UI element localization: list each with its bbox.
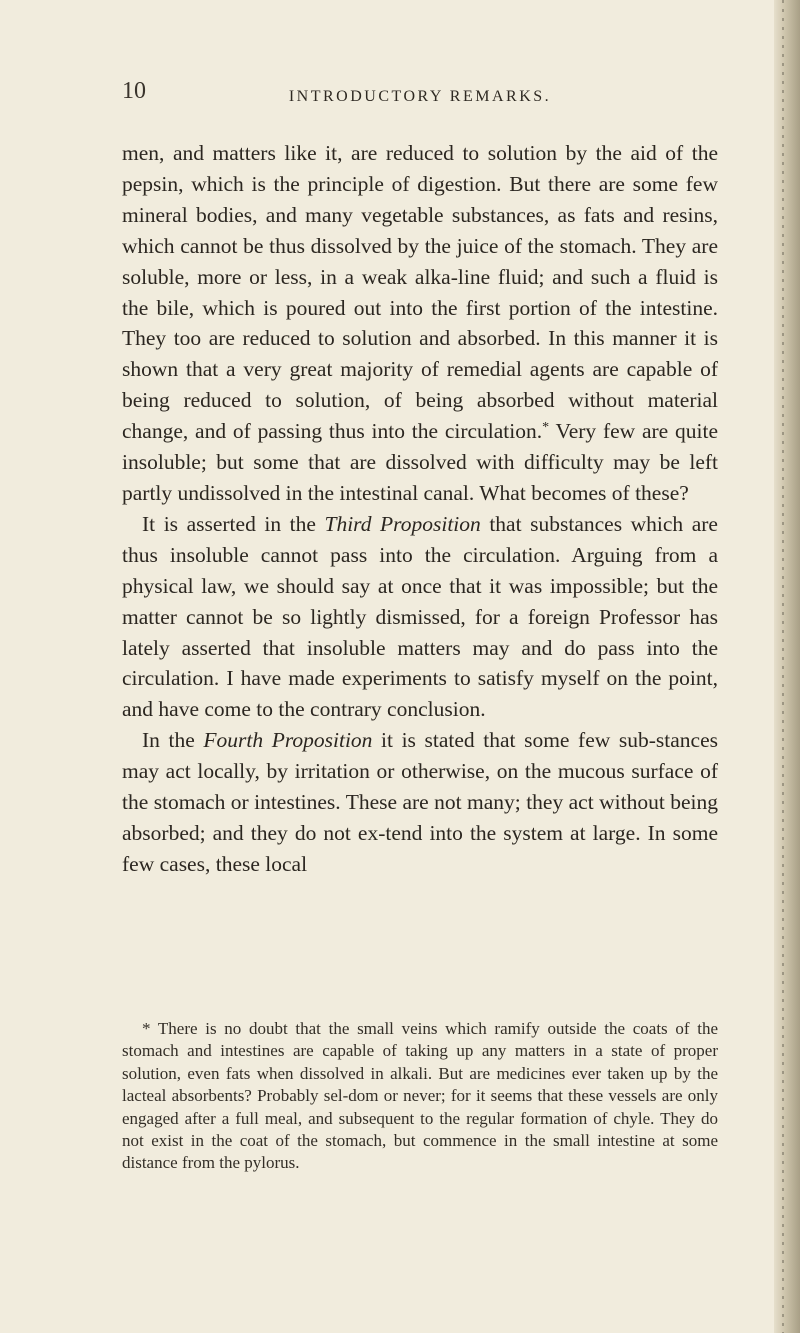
footnote	[122, 1018, 718, 1175]
paragraph-fourth-start: In the	[142, 728, 204, 753]
running-head	[122, 78, 718, 118]
paragraph-continued	[122, 138, 718, 509]
third-proposition-italic: Third Proposition	[324, 511, 481, 536]
paragraph-third-rest: that substances which are thus insoluble cannot pass into the circulation. Arguing from a physical law, we should say at once that it was impossible; but the matter cannot be so lightly dismissed, for a foreign Professor has lately asserted that insoluble matters may and do pass into the circulation. I have made experiments to satisfy myself on the point, and have come to the contrary conclusion.	[122, 511, 718, 722]
running-title: INTRODUCTORY REMARKS.	[288, 88, 552, 105]
page-number: 10	[122, 78, 146, 104]
footnote-text: There is no doubt that the small veins which ramify outside the coats of the stomach and intestines are capable of taking up any matters in a state of proper solution, even fats when dissolved in alkali. But are medicines ever taken up by the lacteal absorbents? Probably sel-dom or never; for it seems that these vessels are only engaged after a full meal, and subsequent to the regular formation of chyle. They do not exist in the coat of the stomach, but commence in the small intestine at some distance from the pylorus.	[122, 1019, 718, 1173]
paragraph-fourth-rest: it is stated that some few sub-stances may act locally, by irritation or otherwise, on the mucous surface of the stomach or intestines. These are not many; they act without being absorbed; and they do not ex-tend into the system at large. In some few cases, these local	[122, 728, 718, 876]
page-edge-shadow	[774, 0, 800, 1333]
paragraph-continued-text: men, and matters like it, are reduced to solution by the aid of the pepsin, which is the principle of digestion. But there are some few mineral bodies, and many vegetable substances, as fats and resins, which cannot be thus dissolved by the juice of the stomach. They are soluble, more or less, in a weak alka-line fluid; and such a fluid is the bile, which is poured out into the first portion of the intestine. They too are reduced to solution and absorbed. In this manner it is shown that a very great majority of remedial agents are capable of being reduced to solution, of being absorbed without material change, and of passing thus into the circulation.	[122, 141, 718, 444]
fourth-proposition-italic: Fourth Proposition	[203, 728, 373, 753]
paragraph-fourth-proposition	[122, 725, 718, 880]
body-text	[122, 138, 718, 880]
footnote-reference-marker: *	[542, 420, 550, 436]
paragraph-continued-tail: Very few are quite insoluble; but some that are dissolved with difficulty may be left partly undissolved in the intestinal canal. What becomes of these?	[122, 419, 718, 505]
paragraph-third-proposition	[122, 509, 718, 725]
footnote-paragraph	[122, 1018, 718, 1175]
paragraph-third-start: It is asserted in the	[142, 511, 325, 536]
footnote-marker: *	[142, 1019, 151, 1038]
